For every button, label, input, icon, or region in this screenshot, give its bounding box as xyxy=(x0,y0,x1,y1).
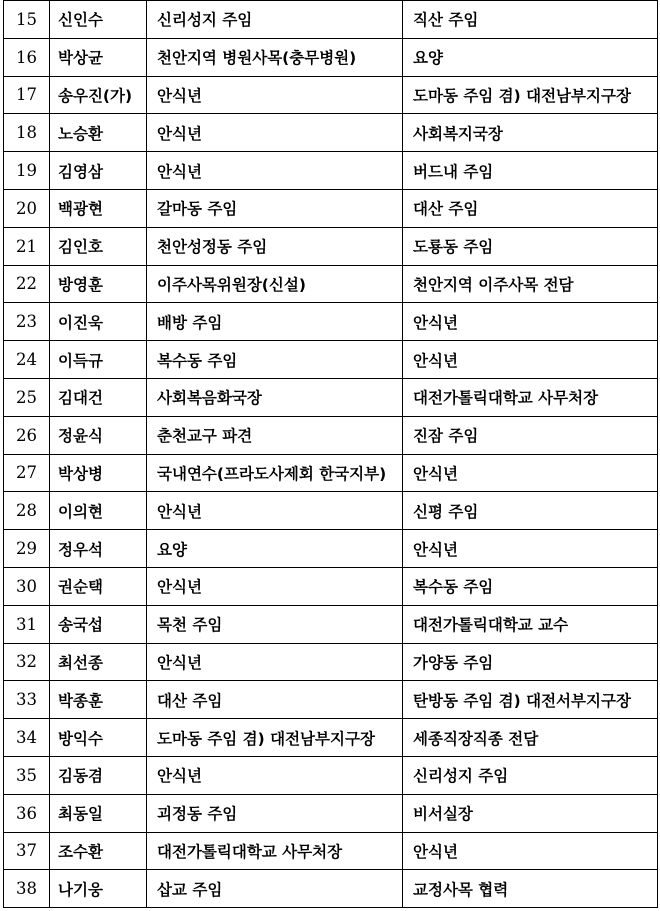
new-assignment: 안식년 xyxy=(403,341,658,379)
table-row xyxy=(4,114,658,152)
priest-name: 이진욱 xyxy=(50,303,147,341)
previous-assignment: 안식년 xyxy=(147,114,403,152)
new-assignment: 요양 xyxy=(403,38,658,76)
priest-name: 백광현 xyxy=(50,189,147,227)
new-assignment: 가양동 주임 xyxy=(403,643,658,681)
priest-name: 김영삼 xyxy=(50,152,147,190)
table-row xyxy=(4,643,658,681)
previous-assignment: 안식년 xyxy=(147,76,403,114)
table-row xyxy=(4,341,658,379)
priest-name: 방익수 xyxy=(50,719,147,757)
previous-assignment: 안식년 xyxy=(147,567,403,605)
new-assignment: 도룡동 주임 xyxy=(403,227,658,265)
table-row xyxy=(4,227,658,265)
previous-assignment: 도마동 주임 겸) 대전남부지구장 xyxy=(147,719,403,757)
table-row xyxy=(4,38,658,76)
row-number: 36 xyxy=(4,794,50,832)
previous-assignment: 배방 주임 xyxy=(147,303,403,341)
previous-assignment: 안식년 xyxy=(147,492,403,530)
priest-name: 이득규 xyxy=(50,341,147,379)
priest-name: 신인수 xyxy=(50,1,147,39)
new-assignment: 안식년 xyxy=(403,832,658,870)
priest-name: 박상병 xyxy=(50,454,147,492)
previous-assignment: 천안성정동 주임 xyxy=(147,227,403,265)
previous-assignment: 목천 주임 xyxy=(147,605,403,643)
table-row xyxy=(4,1,658,39)
row-number: 19 xyxy=(4,152,50,190)
table-row xyxy=(4,756,658,794)
table-row xyxy=(4,832,658,870)
priest-name: 김동겸 xyxy=(50,756,147,794)
previous-assignment: 국내연수(프라도사제회 한국지부) xyxy=(147,454,403,492)
table-row xyxy=(4,152,658,190)
new-assignment: 대전가톨릭대학교 교수 xyxy=(403,605,658,643)
new-assignment: 사회복지국장 xyxy=(403,114,658,152)
previous-assignment: 복수동 주임 xyxy=(147,341,403,379)
priest-name: 박상균 xyxy=(50,38,147,76)
new-assignment: 신리성지 주임 xyxy=(403,756,658,794)
row-number: 22 xyxy=(4,265,50,303)
table-row xyxy=(4,76,658,114)
new-assignment: 신평 주임 xyxy=(403,492,658,530)
previous-assignment: 대전가톨릭대학교 사무처장 xyxy=(147,832,403,870)
priest-name: 송우진(가) xyxy=(50,76,147,114)
table-row xyxy=(4,454,658,492)
previous-assignment: 괴정동 주임 xyxy=(147,794,403,832)
table-row xyxy=(4,265,658,303)
row-number: 30 xyxy=(4,567,50,605)
previous-assignment: 안식년 xyxy=(147,756,403,794)
priest-name: 노승환 xyxy=(50,114,147,152)
previous-assignment: 대산 주임 xyxy=(147,681,403,719)
row-number: 26 xyxy=(4,416,50,454)
priest-name: 정우석 xyxy=(50,530,147,568)
previous-assignment: 신리성지 주임 xyxy=(147,1,403,39)
new-assignment: 대전가톨릭대학교 사무처장 xyxy=(403,378,658,416)
new-assignment: 복수동 주임 xyxy=(403,567,658,605)
row-number: 28 xyxy=(4,492,50,530)
priest-name: 박종훈 xyxy=(50,681,147,719)
new-assignment: 천안지역 이주사목 전담 xyxy=(403,265,658,303)
table-row xyxy=(4,303,658,341)
new-assignment: 직산 주임 xyxy=(403,1,658,39)
row-number: 21 xyxy=(4,227,50,265)
row-number: 18 xyxy=(4,114,50,152)
new-assignment: 진잠 주임 xyxy=(403,416,658,454)
row-number: 34 xyxy=(4,719,50,757)
priest-name: 김대건 xyxy=(50,378,147,416)
previous-assignment: 요양 xyxy=(147,530,403,568)
priest-name: 이의현 xyxy=(50,492,147,530)
priest-name: 최동일 xyxy=(50,794,147,832)
new-assignment: 안식년 xyxy=(403,454,658,492)
table-row xyxy=(4,605,658,643)
previous-assignment: 사회복음화국장 xyxy=(147,378,403,416)
row-number: 29 xyxy=(4,530,50,568)
table-row xyxy=(4,416,658,454)
table-row xyxy=(4,794,658,832)
previous-assignment: 천안지역 병원사목(충무병원) xyxy=(147,38,403,76)
new-assignment: 안식년 xyxy=(403,303,658,341)
row-number: 23 xyxy=(4,303,50,341)
priest-name: 권순택 xyxy=(50,567,147,605)
previous-assignment: 안식년 xyxy=(147,152,403,190)
new-assignment: 탄방동 주임 겸) 대전서부지구장 xyxy=(403,681,658,719)
priest-name: 방영훈 xyxy=(50,265,147,303)
new-assignment: 비서실장 xyxy=(403,794,658,832)
row-number: 31 xyxy=(4,605,50,643)
row-number: 33 xyxy=(4,681,50,719)
new-assignment: 도마동 주임 겸) 대전남부지구장 xyxy=(403,76,658,114)
row-number: 32 xyxy=(4,643,50,681)
row-number: 17 xyxy=(4,76,50,114)
table-row xyxy=(4,189,658,227)
row-number: 15 xyxy=(4,1,50,39)
assignment-table xyxy=(3,0,658,908)
new-assignment: 교정사목 협력 xyxy=(403,870,658,908)
new-assignment: 안식년 xyxy=(403,530,658,568)
table-row xyxy=(4,567,658,605)
row-number: 37 xyxy=(4,832,50,870)
table-row xyxy=(4,719,658,757)
priest-name: 조수환 xyxy=(50,832,147,870)
previous-assignment: 삽교 주임 xyxy=(147,870,403,908)
row-number: 35 xyxy=(4,756,50,794)
priest-name: 나기웅 xyxy=(50,870,147,908)
new-assignment: 버드내 주임 xyxy=(403,152,658,190)
row-number: 25 xyxy=(4,378,50,416)
priest-name: 김인호 xyxy=(50,227,147,265)
priest-name: 송국섭 xyxy=(50,605,147,643)
row-number: 38 xyxy=(4,870,50,908)
table-row xyxy=(4,530,658,568)
table-row xyxy=(4,870,658,908)
table-row xyxy=(4,492,658,530)
previous-assignment: 안식년 xyxy=(147,643,403,681)
table-row xyxy=(4,378,658,416)
previous-assignment: 이주사목위원장(신설) xyxy=(147,265,403,303)
previous-assignment: 갈마동 주임 xyxy=(147,189,403,227)
row-number: 20 xyxy=(4,189,50,227)
new-assignment: 대산 주임 xyxy=(403,189,658,227)
assignment-table-body xyxy=(4,1,658,908)
new-assignment: 세종직장직종 전담 xyxy=(403,719,658,757)
priest-name: 최선종 xyxy=(50,643,147,681)
row-number: 24 xyxy=(4,341,50,379)
row-number: 27 xyxy=(4,454,50,492)
priest-name: 정윤식 xyxy=(50,416,147,454)
table-row xyxy=(4,681,658,719)
previous-assignment: 춘천교구 파견 xyxy=(147,416,403,454)
row-number: 16 xyxy=(4,38,50,76)
